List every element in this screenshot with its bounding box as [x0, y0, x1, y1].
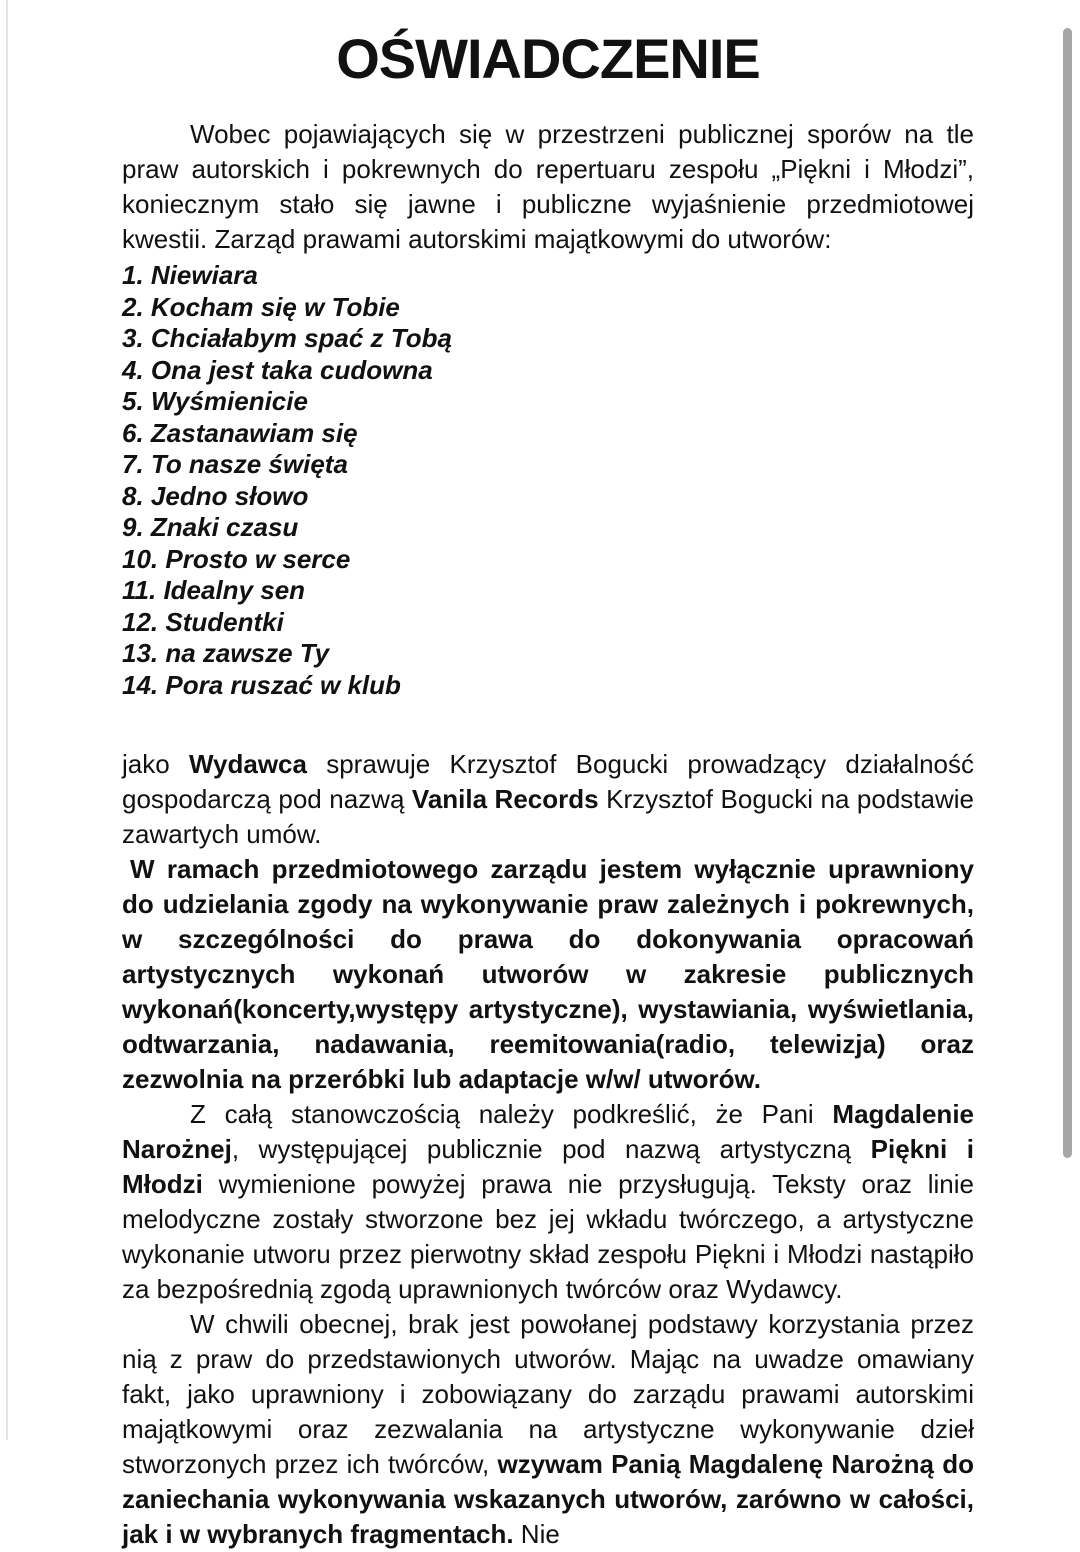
- track-list-item: 10. Prosto w serce: [122, 543, 351, 574]
- text-segment: wymienione powyżej prawa nie przysługują. Teksty oraz linie melodyczne zostały stworzone bez jej wkładu twórczego, a artystyczne wykonanie utworu przez pierwotny skład zespołu Piękni i Młodzi nastąpiło za bezpośrednią zgodą uprawnionych twórców oraz Wydawcy.: [122, 1169, 974, 1304]
- text-segment: Wobec pojawiających się w przestrzeni publicznej sporów na tle praw autorskich i pokrewnych do repertuaru zespołu „Piękni i Młodzi”, koniecznym stało się jawne i publiczne wyjaśnienie przedmiotowej kwestii. Zarząd prawami autorskimi majątkowymi do utworów:: [122, 119, 974, 254]
- paragraph-demand: [122, 1307, 974, 1552]
- track-list-item: 3. Chciałabym spać z Tobą: [122, 323, 452, 353]
- text-segment: Piękni i Młodzi: [122, 1134, 974, 1199]
- paragraph-intro: [122, 117, 974, 257]
- paragraph-statement: [122, 1097, 974, 1307]
- text-segment: W chwili obecnej, brak jest powołanej podstawy korzystania przez nią z praw do przedstawionych utworów. Mając na uwadze omawiany fakt, jako uprawniony i zobowiązany do zarządu prawami autorskimi majątkowymi oraz zezwalania na artystyczne wykonywanie dzieł stworzonych przez ich twórców,: [122, 1309, 974, 1479]
- scrollbar-thumb[interactable]: [1063, 28, 1072, 1158]
- text-segment: Nie: [513, 1519, 560, 1549]
- track-list-item: 1. Niewiara: [122, 260, 258, 290]
- text-segment: , występującej publicznie pod nazwą artystyczną: [231, 1134, 871, 1164]
- track-list-item: 7. To nasze święta: [122, 449, 348, 479]
- text-segment: Magdalenie Narożnej: [122, 1099, 974, 1164]
- track-list-item: 8. Jedno słowo: [122, 480, 309, 511]
- document-page: [122, 26, 974, 1552]
- track-list-item: 12. Studentki: [122, 606, 284, 637]
- paragraph-publisher: [122, 747, 974, 852]
- text-segment: Z całą stanowczością należy podkreślić, że Pani: [190, 1099, 833, 1129]
- text-segment: Wydawca: [188, 749, 307, 779]
- track-list-item: 6. Zastanawiam się: [122, 417, 358, 448]
- track-list-item: 11. Idealny sen: [122, 575, 306, 605]
- text-segment: W ramach przedmiotowego zarządu jestem wyłącznie uprawniony do udzielania zgody na wykonywanie praw zależnych i pokrewnych, w szczególności do prawa do dokonywania opracowań artystycznych wykonań utworów w zakresie publicznych wykonań(koncerty,występy artystyczne), wystawiania, wyświetlania, odtwarzania, nadawania, reemitowania(radio, telewizja) oraz zezwolnia na przeróbki lub adaptacje w/w/ utworów.: [122, 854, 974, 1094]
- track-list-item: 9. Znaki czasu: [122, 512, 299, 542]
- paragraph-rights: [122, 852, 974, 1097]
- track-list-item: 13. na zawsze Ty: [122, 638, 330, 668]
- text-segment: wzywam Panią Magdalenę Narożną do zaniechania wykonywania wskazanych utworów, zarówno w całości, jak i w wybranych fragmentach.: [122, 1449, 974, 1549]
- track-list-item: 14. Pora ruszać w klub: [122, 669, 401, 700]
- track-list-item: 2. Kocham się w Tobie: [122, 291, 400, 322]
- text-segment: jako: [122, 749, 189, 779]
- text-segment: Vanila Records: [411, 784, 599, 814]
- text-segment: sprawuje Krzysztof Bogucki prowadzący działalność gospodarczą pod nazwą: [122, 749, 975, 814]
- page-edge-line: [6, 0, 8, 1440]
- text-segment: Krzysztof Bogucki na podstawie zawartych umów.: [122, 784, 974, 849]
- track-list: [122, 260, 974, 701]
- track-list-item: 4. Ona jest taka cudowna: [122, 354, 433, 385]
- document-title: OŚWIADCZENIE: [336, 27, 760, 90]
- track-list-item: 5. Wyśmienicie: [122, 386, 308, 416]
